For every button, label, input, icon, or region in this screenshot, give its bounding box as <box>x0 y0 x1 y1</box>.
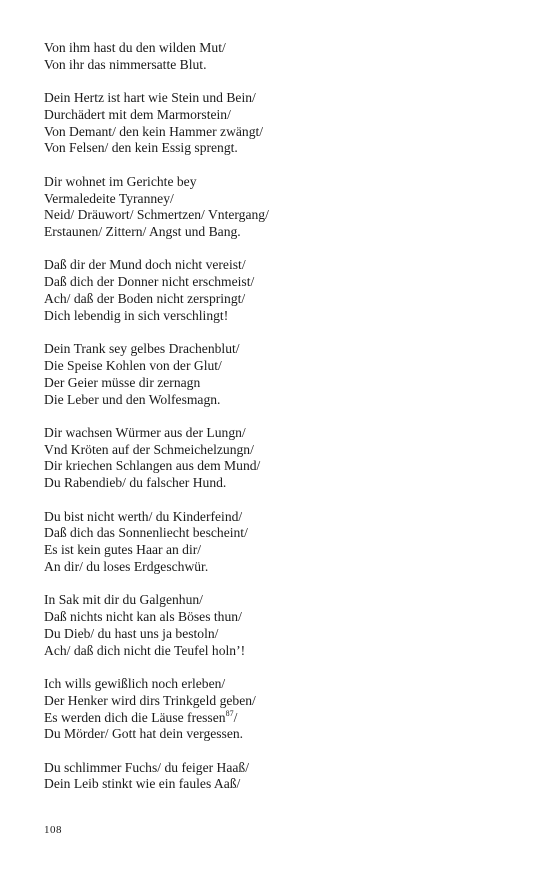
verse-text: / <box>233 709 238 725</box>
verse-line: Dir wachsen Würmer aus der Lungn/ <box>44 424 246 440</box>
verse-line: Neid/ Dräuwort/ Schmertzen/ Vntergang/ <box>44 207 269 223</box>
page-number: 108 <box>44 824 62 836</box>
verse-line: Dich lebendig in sich verschlingt! <box>44 307 229 323</box>
verse-line: Dein Hertz ist hart wie Stein und Bein/ <box>44 90 256 106</box>
stanza-1 <box>44 40 514 74</box>
stanza-6 <box>44 425 514 492</box>
stanza-2 <box>44 90 514 157</box>
verse-line: Von Felsen/ den kein Essig sprengt. <box>44 140 238 156</box>
verse-line: Von Demant/ den kein Hammer zwängt/ <box>44 123 264 139</box>
verse-line: Die Speise Kohlen von der Glut/ <box>44 357 222 373</box>
verse-line: An dir/ du loses Erdgeschwür. <box>44 558 209 574</box>
stanza-8 <box>44 592 514 659</box>
verse-line: Daß dir der Mund doch nicht vereist/ <box>44 257 246 273</box>
verse-line: Vnd Kröten auf der Schmeichelzungn/ <box>44 441 254 457</box>
verse-line: Dein Leib stinkt wie ein faules Aaß/ <box>44 776 241 792</box>
stanza-3 <box>44 174 514 241</box>
stanza-7 <box>44 509 514 576</box>
verse-line: Daß dich der Donner nicht erschmeist/ <box>44 274 255 290</box>
stanza-4 <box>44 257 514 324</box>
verse-line: Es ist kein gutes Haar an dir/ <box>44 542 202 558</box>
verse-line: Dir kriechen Schlangen aus dem Mund/ <box>44 458 261 474</box>
verse-line: Die Leber und den Wolfesmagn. <box>44 391 221 407</box>
verse-line: Vermaledeite Tyranney/ <box>44 190 174 206</box>
stanza-5 <box>44 341 514 408</box>
verse-line: Du Mörder/ Gott hat dein vergessen. <box>44 726 244 742</box>
verse-line: Durchädert mit dem Marmorstein/ <box>44 106 231 122</box>
verse-line: Erstaunen/ Zittern/ Angst und Bang. <box>44 224 241 240</box>
verse-line: Dein Trank sey gelbes Drachenblut/ <box>44 341 240 357</box>
verse-line: Von ihr das nimmersatte Blut. <box>44 56 207 72</box>
verse-line: Daß nichts nicht kan als Böses thun/ <box>44 609 242 625</box>
verse-line: Ich wills gewißlich noch erleben/ <box>44 675 226 691</box>
verse-line: Du schlimmer Fuchs/ du feiger Haaß/ <box>44 759 249 775</box>
verse-line: Der Henker wird dirs Trinkgeld geben/ <box>44 692 256 708</box>
verse-text: Es werden dich die Läuse fressen <box>44 709 226 725</box>
stanza-10 <box>44 760 514 794</box>
verse-line: Du bist nicht werth/ du Kinderfeind/ <box>44 508 243 524</box>
verse-line: Du Dieb/ du hast uns ja bestoln/ <box>44 625 219 641</box>
verse-line: Der Geier müsse dir zernagn <box>44 374 201 390</box>
verse-line: Du Rabendieb/ du falscher Hund. <box>44 475 227 491</box>
verse-line: Daß dich das Sonnenliecht bescheint/ <box>44 525 248 541</box>
verse-line: Von ihm hast du den wilden Mut/ <box>44 40 226 55</box>
verse-line: In Sak mit dir du Galgenhun/ <box>44 592 203 608</box>
verse-line: Ach/ daß dich nicht die Teufel holn’! <box>44 642 246 658</box>
stanza-9 <box>44 676 514 743</box>
footnote-marker[interactable]: 87 <box>225 708 234 718</box>
verse-line: Ach/ daß der Boden nicht zerspringt/ <box>44 291 246 307</box>
verse-line: Dir wohnet im Gerichte bey <box>44 173 197 189</box>
poem-body <box>44 40 514 810</box>
verse-line-with-footnote <box>44 710 514 727</box>
